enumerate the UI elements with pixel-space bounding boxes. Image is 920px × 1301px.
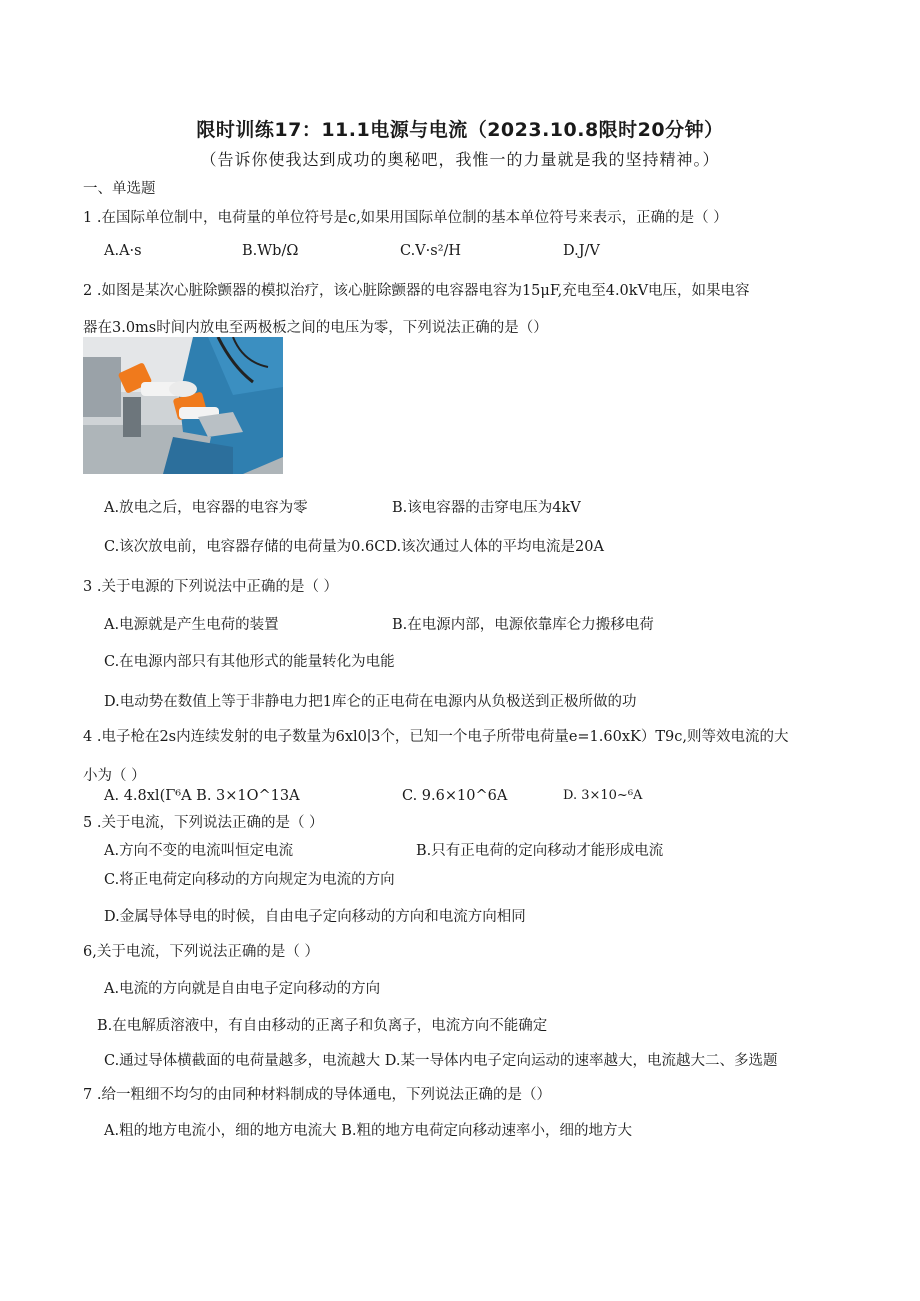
question-5-option-d: D.金属导体导电的时候，自由电子定向移动的方向和电流方向相同 [104,909,526,925]
question-4-option-ab: A. 4.8xl(Γ⁶A B. 3×1O^13A [104,788,300,804]
page-title: 限时训练17：11.1电源与电流（2023.10.8限时20分钟） [196,119,724,141]
question-4-option-d: D. 3×10~⁶A [563,788,643,803]
question-3-option-d: D.电动势在数值上等于非静电力把1库仑的正电荷在电源内从负极送到正极所做的功 [104,694,637,710]
question-4-stem-line-2: 小为（ ） [83,768,146,784]
question-5-option-a: A.方向不变的电流叫恒定电流 [104,843,294,859]
question-7-stem: 7 .给一粗细不均匀的由同种材料制成的导体通电，下列说法正确的是（） [83,1087,551,1103]
question-2-option-cd: C.该次放电前，电容器存储的电荷量为0.6CD.该次通过人体的平均电流是20A [104,539,604,555]
question-2-option-b: B.该电容器的击穿电压为4kV [392,500,581,516]
question-1-option-c: C.V·s²/H [400,243,462,259]
question-5-option-b: B.只有正电荷的定向移动才能形成电流 [416,843,664,859]
question-7-option-ab: A.粗的地方电流小，细的地方电流大 B.粗的地方电荷定向移动速率小，细的地方大 [104,1123,632,1139]
question-2-stem-line-1: 2 .如图是某次心脏除颤器的模拟治疗，该心脏除颤器的电容器电容为15μF,充电至4.0kV电压，如果电容 [83,283,750,299]
question-6-option-cd: C.通过导体横截面的电荷量越多，电流越大 D.某一导体内电子定向运动的速率越大，电流越大二、多选题 [104,1053,778,1069]
question-3-option-a: A.电源就是产生电荷的装置 [104,617,279,633]
question-1-option-a: A.A·s [104,243,142,259]
question-4-stem-line-1: 4 .电子枪在2s内连续发射的电子数量为6xl0∣3个，已知一个电子所带电荷量e=1.60xK）T9c,则等效电流的大 [83,729,789,745]
question-3-option-c: C.在电源内部只有其他形式的能量转化为电能 [104,654,395,670]
question-4-option-c: C. 9.6×10^6A [402,788,508,804]
page-motto: （告诉你使我达到成功的奥秘吧，我惟一的力量就是我的坚持精神。） [200,150,720,169]
question-1-option-d: D.J/V [563,243,600,259]
question-1-stem: 1 .在国际单位制中，电荷量的单位符号是c,如果用国际单位制的基本单位符号来表示，正确的是（ ） [83,210,728,226]
question-2-stem-line-2: 器在3.0ms时间内放电至两极板之间的电压为零，下列说法正确的是（） [83,320,548,336]
question-5-stem: 5 .关于电流，下列说法正确的是（ ） [83,815,324,831]
question-5-option-c: C.将正电荷定向移动的方向规定为电流的方向 [104,872,395,888]
question-6-option-a: A.电流的方向就是自由电子定向移动的方向 [104,981,381,997]
section-heading: 一、单选题 [83,181,156,197]
defibrillator-photo [83,337,283,474]
question-2-option-a: A.放电之后，电容器的电容为零 [104,500,308,516]
question-1-option-b: B.Wb/Ω [242,243,299,259]
question-3-stem: 3 .关于电源的下列说法中正确的是（ ） [83,579,339,595]
question-6-stem: 6,关于电流，下列说法正确的是（ ） [83,944,319,960]
question-6-option-b: B.在电解质溶液中，有自由移动的正离子和负离子，电流方向不能确定 [97,1018,548,1034]
question-3-option-b: B.在电源内部，电源依靠库仑力搬移电荷 [392,617,654,633]
